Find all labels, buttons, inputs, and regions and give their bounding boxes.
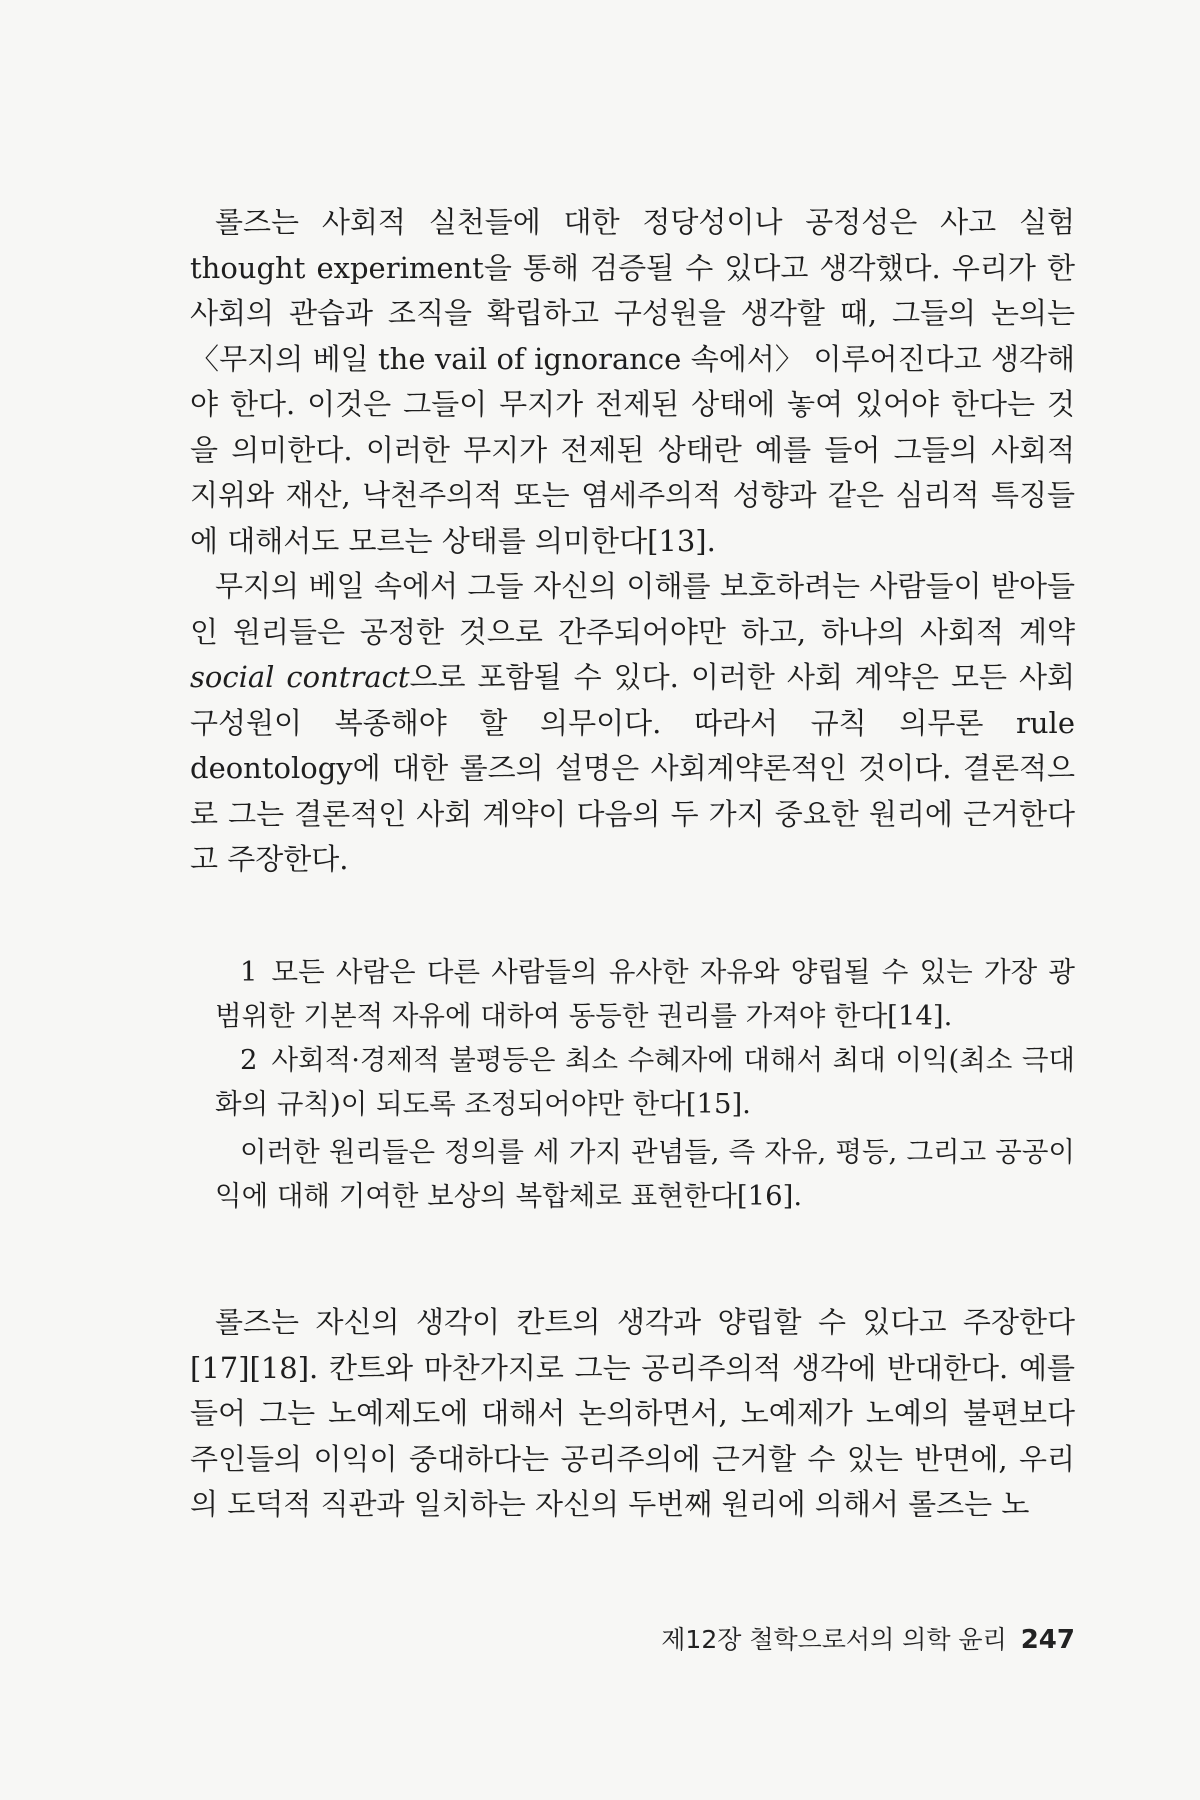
page-footer xyxy=(661,1620,1075,1656)
body-text-upper xyxy=(190,200,1075,883)
principles-note: 이러한 원리들은 정의를 세 가지 관념들, 즉 자유, 평등, 그리고 공공이익에 대해 기여한 보상의 복합체로 표현한다[16]. xyxy=(215,1136,1075,1212)
paragraph-kant: 롤즈는 자신의 생각이 칸트의 생각과 양립할 수 있다고 주장한다[17][18]. 칸트와 마찬가지로 그는 공리주의적 생각에 반대한다. 예를 들어 그는 노예제도에 대해서 논의하면서, 노예제가 노예의 불편보다 주인들의 이익이 중대하다는 공리주의에 근거할 수 있는 반면에, 우리의 도덕적 직관과 일치하는 자신의 두번째 원리에 의해서 롤즈는 노 xyxy=(190,1305,1075,1521)
principle-item-2 xyxy=(215,1038,1075,1126)
italic-term: social contract xyxy=(190,660,410,694)
paragraph-text: 무지의 베일 속에서 그들 자신의 이해를 보호하려는 사람들이 받아들인 원리들은 공정한 것으로 간주되어야만 하고, 하나의 사회적 계약 xyxy=(190,569,1075,649)
principle-number: 2 xyxy=(240,1044,258,1076)
principles-list xyxy=(215,950,1075,1246)
principle-text: 사회적·경제적 불평등은 최소 수혜자에 대해서 최대 이익(최소 극대화의 규칙)이 되도록 조정되어야만 한다[15]. xyxy=(215,1044,1075,1120)
principle-text: 모든 사람은 다른 사람들의 유사한 자유와 양립될 수 있는 가장 광범위한 기본적 자유에 대하여 동등한 권리를 가져야 한다[14]. xyxy=(215,956,1075,1032)
chapter-title: 제12장 철학으로서의 의학 윤리 xyxy=(661,1625,1007,1654)
page-number: 247 xyxy=(1020,1625,1075,1655)
body-text-lower xyxy=(190,1300,1075,1528)
principle-number: 1 xyxy=(240,956,258,988)
paragraph-veil-of-ignorance: 롤즈는 사회적 실천들에 대한 정당성이나 공정성은 사고 실험 thought experiment을 통해 검증될 수 있다고 생각했다. 우리가 한 사회의 관습과 조직을 확립하고 구성원을 생각할 때, 그들의 논의는 〈무지의 베일 the vail of ignorance 속에서〉 이루어진다고 생각해야 한다. 이것은 그들이 무지가 전제된 상태에 놓여 있어야 한다는 것을 의미한다. 이러한 무지가 전제된 상태란 예를 들어 그들의 사회적 지위와 재산, 낙천주의적 또는 염세주의적 성향과 같은 심리적 특징들에 대해서도 모르는 상태를 의미한다[13]. xyxy=(190,205,1075,558)
paragraph-text: 으로 포함될 수 있다. 이러한 사회 계약은 모든 사회 구성원이 복종해야 할 의무이다. 따라서 규칙 의무론 rule deontology에 대한 롤즈의 설명은 사회계약론적인 것이다. 결론적으로 그는 결론적인 사회 계약이 다음의 두 가지 중요한 원리에 근거한다고 주장한다. xyxy=(190,660,1075,876)
principle-item-1 xyxy=(215,950,1075,1038)
paragraph-social-contract xyxy=(190,564,1075,883)
